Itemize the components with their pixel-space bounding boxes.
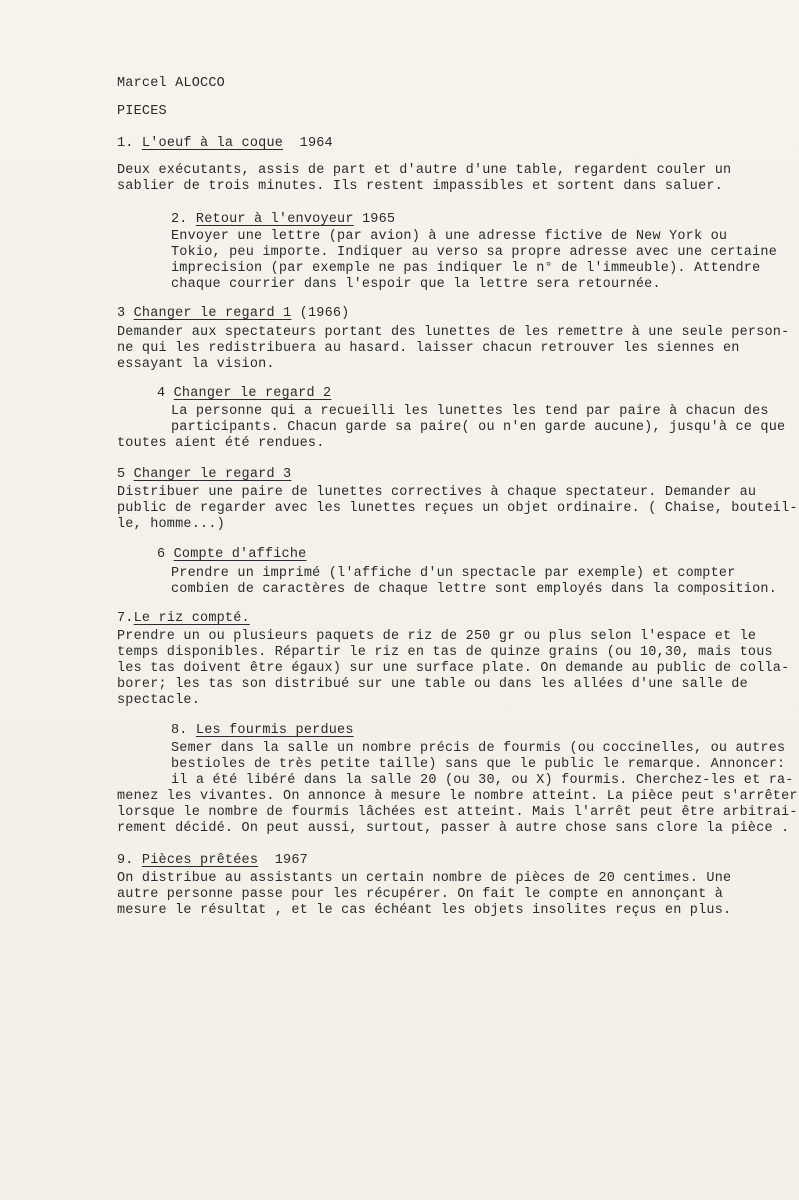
piece-text-line: Tokio, peu importe. Indiquer au verso sa propre adresse avec une certaine: [171, 245, 777, 260]
piece-text-line: temps disponibles. Répartir le riz en tas de quinze grains (ou 10,30, mais tous: [117, 645, 773, 660]
piece-number: 9.: [117, 853, 134, 868]
piece-text-line: participants. Chacun garde sa paire( ou n'en garde aucune), jusqu'à ce que: [171, 420, 786, 435]
piece-number: 7.: [117, 611, 134, 626]
piece-8-heading: [171, 723, 354, 739]
piece-text-line: Deux exécutants, assis de part et d'autre d'une table, regardent couler un: [117, 163, 732, 178]
piece-title: Les fourmis perdues: [195, 723, 354, 738]
piece-title: Changer le regard 1: [133, 306, 292, 321]
piece-6-heading: [157, 547, 306, 563]
piece-text-line: chaque courrier dans l'espoir que la lettre sera retournée.: [171, 277, 661, 292]
page-heading: PIECES: [117, 104, 167, 119]
piece-9-heading: [117, 853, 308, 869]
piece-number: 3: [117, 306, 126, 321]
piece-text-line: mesure le résultat , et le cas échéant les objets insolites reçus en plus.: [117, 903, 732, 918]
piece-number: 8.: [171, 723, 188, 738]
piece-number: 6: [157, 547, 166, 562]
piece-text-line: combien de caractères de chaque lettre sont employés dans la composition.: [171, 582, 777, 597]
piece-1-heading: [117, 136, 333, 152]
piece-text-line: bestioles de très petite taille) sans que le public le remarque. Annoncer:: [171, 757, 786, 772]
piece-year: (1966): [299, 306, 350, 321]
piece-year: 1967: [274, 853, 308, 868]
piece-text-line: Prendre un imprimé (l'affiche d'un spectacle par exemple) et compter: [171, 566, 736, 581]
piece-4-heading: [157, 386, 331, 402]
piece-text-line: Envoyer une lettre (par avion) à une adresse fictive de New York ou: [171, 229, 728, 244]
piece-title: Retour à l'envoyeur: [195, 212, 354, 227]
piece-text-line: public de regarder avec les lunettes reçues un objet ordinaire. ( Chaise, bouteil-: [117, 501, 798, 516]
piece-title: Le riz compté.: [133, 611, 250, 626]
piece-text-line: imprecision (par exemple ne pas indiquer le n° de l'immeuble). Attendre: [171, 261, 761, 276]
piece-text-line: On distribue au assistants un certain nombre de pièces de 20 centimes. Une: [117, 871, 732, 886]
piece-2-heading: [171, 212, 395, 228]
piece-text-line: rement décidé. On peut aussi, surtout, passer à autre chose sans clore la pièce .: [117, 821, 790, 836]
piece-text-line: toutes aient été rendues.: [117, 436, 325, 451]
piece-title: Changer le regard 2: [173, 386, 332, 401]
piece-5-heading: [117, 467, 291, 483]
piece-title: Compte d'affiche: [173, 547, 307, 562]
piece-text-line: le, homme...): [117, 517, 225, 532]
piece-number: 4: [157, 386, 166, 401]
piece-text-line: spectacle.: [117, 693, 201, 708]
piece-text-line: ne qui les redistribuera au hasard. laisser chacun retrouver les siennes en: [117, 341, 740, 356]
piece-year: 1965: [361, 212, 396, 227]
piece-title: L'oeuf à la coque: [141, 136, 284, 151]
piece-year: 1964: [299, 136, 333, 151]
piece-text-line: borer; les tas son distribué sur une table ou dans les allées d'une salle de: [117, 677, 748, 692]
piece-text-line: lorsque le nombre de fourmis lâchées est atteint. Mais l'arrêt peut être arbitrai-: [117, 805, 798, 820]
piece-7-heading: [117, 611, 250, 627]
piece-text-line: Distribuer une paire de lunettes correctives à chaque spectateur. Demander au: [117, 485, 757, 500]
piece-text-line: La personne qui a recueilli les lunettes les tend par paire à chacun des: [171, 404, 769, 419]
piece-text-line: il a été libéré dans la salle 20 (ou 30, ou X) fourmis. Cherchez-les et ra-: [171, 773, 794, 788]
piece-number: 2.: [171, 212, 188, 227]
piece-text-line: autre personne passe pour les récupérer. On fait le compte en annonçant à: [117, 887, 723, 902]
piece-text-line: Semer dans la salle un nombre précis de fourmis (ou coccinelles, ou autres: [171, 741, 786, 756]
piece-text-line: essayant la vision.: [117, 357, 275, 372]
piece-3-heading: [117, 306, 349, 322]
piece-text-line: Demander aux spectateurs portant des lunettes de les remettre à une seule person-: [117, 325, 790, 340]
piece-number: 1.: [117, 136, 134, 151]
piece-text-line: Prendre un ou plusieurs paquets de riz de 250 gr ou plus selon l'espace et le: [117, 629, 757, 644]
piece-text-line: menez les vivantes. On annonce à mesure le nombre atteint. La pièce peut s'arrêter: [117, 789, 798, 804]
piece-number: 5: [117, 467, 126, 482]
piece-title: Changer le regard 3: [133, 467, 292, 482]
piece-text-line: les tas doivent être égaux) sur une surface plate. On demande au public de colla-: [117, 661, 790, 676]
author-name: Marcel ALOCCO: [117, 76, 225, 91]
piece-title: Pièces prêtées: [141, 853, 259, 868]
piece-text-line: sablier de trois minutes. Ils restent impassibles et sortent dans saluer.: [117, 179, 723, 194]
